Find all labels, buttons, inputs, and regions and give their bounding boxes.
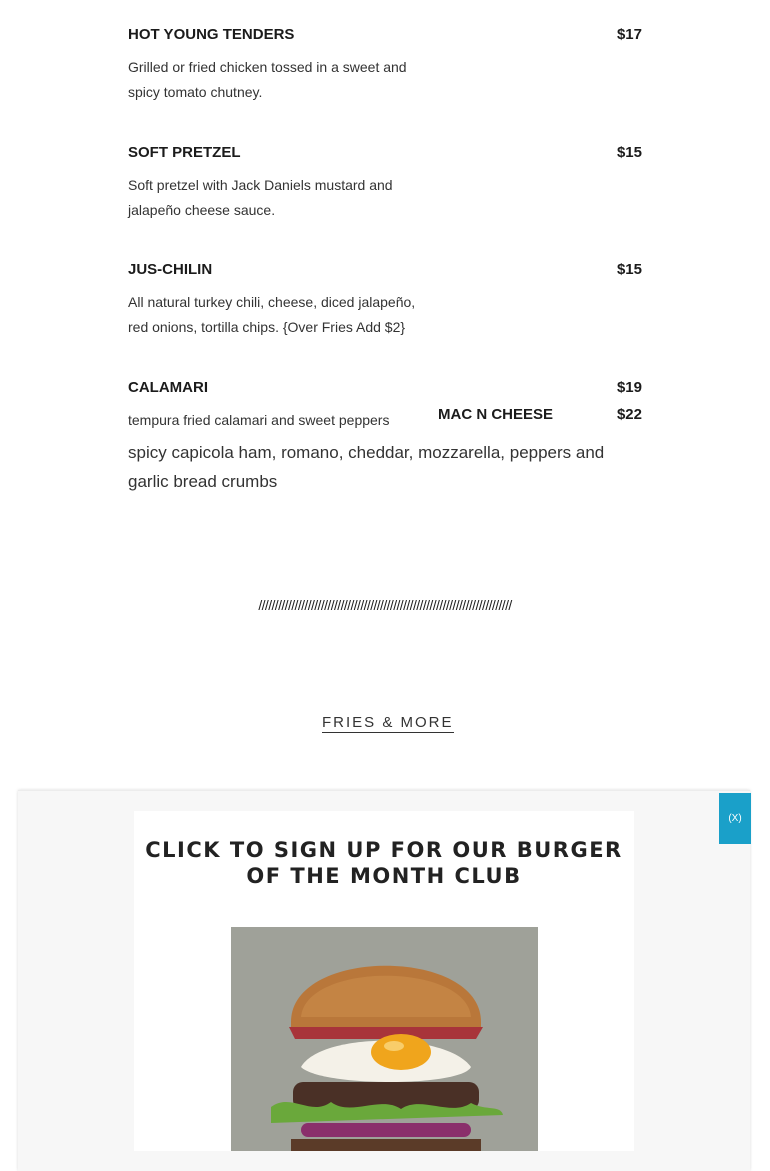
promo-title: CLICK TO SIGN UP FOR OUR BURGER OF THE MONTH CLUB bbox=[145, 838, 623, 888]
menu-item-soft-pretzel bbox=[128, 144, 642, 224]
menu-item-name: SOFT PRETZEL bbox=[128, 144, 241, 161]
menu-item-name: HOT YOUNG TENDERS bbox=[128, 26, 295, 43]
menu-item-hot-young-tenders bbox=[128, 26, 642, 106]
menu-item-description: All natural turkey chili, cheese, diced jalapeño, red onions, tortilla chips. {Over Fries Add $2} bbox=[128, 294, 416, 335]
burger-photo bbox=[231, 927, 538, 1151]
menu-item-description: Grilled or fried chicken tossed in a sweet and spicy tomato chutney. bbox=[128, 59, 407, 100]
menu-item-name: JUS-CHILIN bbox=[128, 261, 213, 278]
menu-item-name: CALAMARI bbox=[128, 379, 208, 396]
menu-item-price: $19 bbox=[616, 379, 642, 396]
fries-and-more-link[interactable]: FRIES & MORE bbox=[322, 714, 454, 731]
menu-item-jus-chilin bbox=[128, 261, 642, 341]
mac-n-cheese-name: MAC N CHEESE bbox=[438, 406, 554, 423]
menu-item-price: $15 bbox=[616, 144, 642, 161]
burger-club-promo-card[interactable] bbox=[134, 811, 634, 1151]
mac-n-cheese-price: $22 bbox=[616, 406, 642, 423]
menu-item-calamari bbox=[128, 379, 642, 429]
mac-n-cheese-description: spicy capicola ham, romano, cheddar, mozzarella, peppers and garlic bread crumbs bbox=[128, 443, 605, 491]
menu-item-price: $17 bbox=[616, 26, 642, 43]
section-divider: ///////////////////////////////////////////////////////////////////////////// bbox=[258, 597, 512, 613]
menu-item-description: Soft pretzel with Jack Daniels mustard and jalapeño cheese sauce. bbox=[128, 177, 393, 218]
menu-item-description: tempura fried calamari and sweet peppers bbox=[128, 412, 390, 428]
menu-item-price: $15 bbox=[616, 261, 642, 278]
popup-close-button[interactable]: (X) bbox=[719, 793, 751, 844]
